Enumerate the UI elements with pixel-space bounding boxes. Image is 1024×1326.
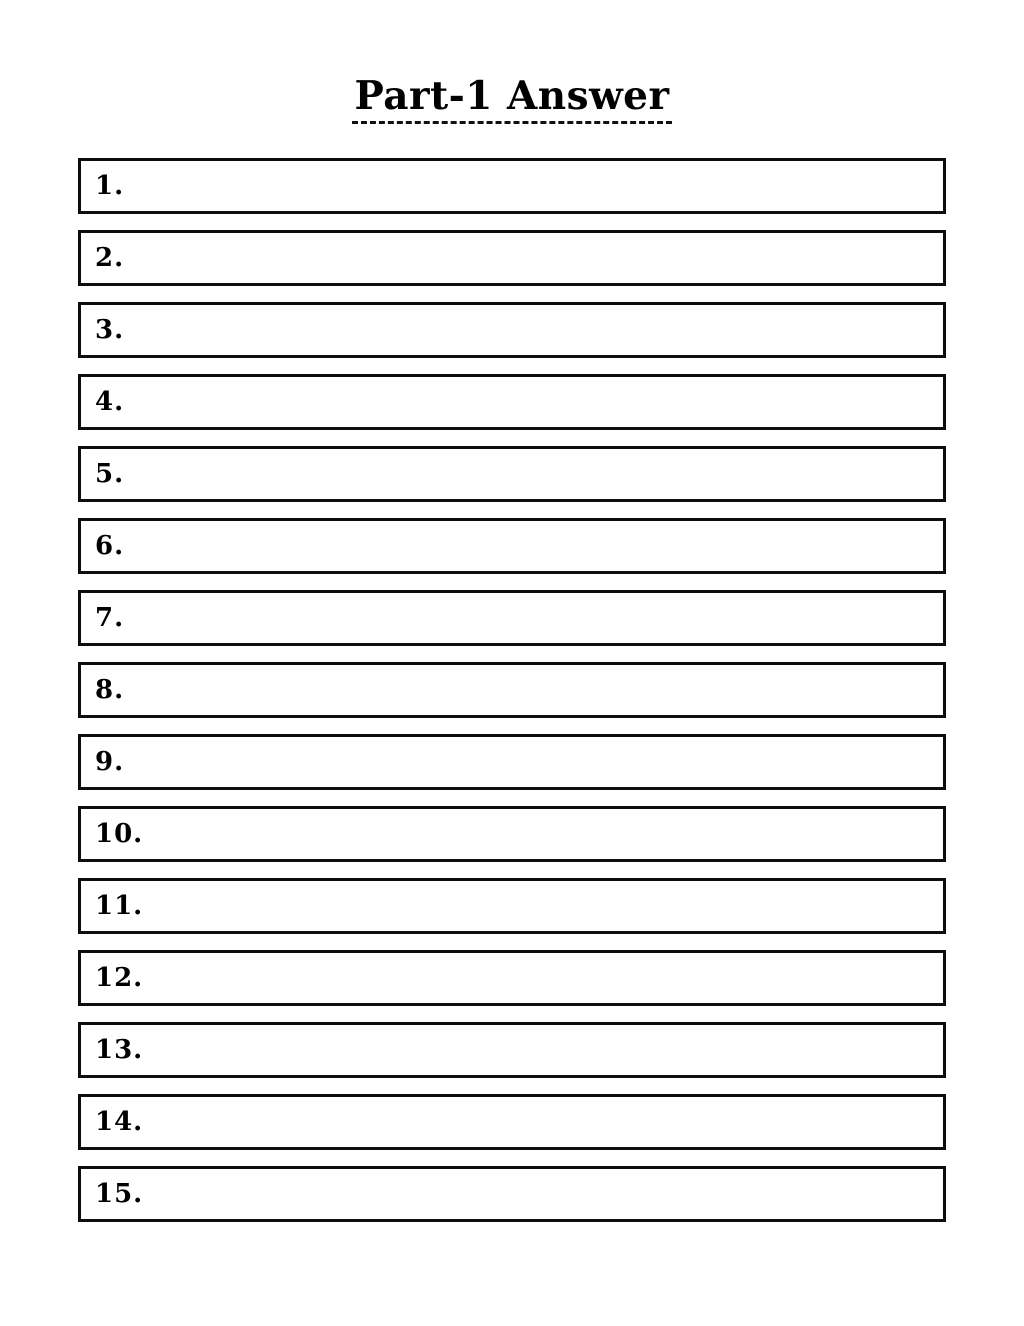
answer-row[interactable] xyxy=(78,662,946,718)
answer-row[interactable] xyxy=(78,590,946,646)
answer-number-label: 1. xyxy=(95,170,125,201)
answer-write-area[interactable] xyxy=(124,233,943,283)
answer-row[interactable] xyxy=(78,446,946,502)
answer-write-area[interactable] xyxy=(124,161,943,211)
answer-write-area[interactable] xyxy=(143,881,943,931)
answer-row[interactable] xyxy=(78,518,946,574)
answer-number-label: 6. xyxy=(95,530,125,561)
answer-row[interactable] xyxy=(78,806,946,862)
answer-list xyxy=(78,158,946,1222)
answer-row[interactable] xyxy=(78,230,946,286)
answer-number-label: 8. xyxy=(95,674,125,705)
answer-write-area[interactable] xyxy=(124,593,943,643)
answer-row[interactable] xyxy=(78,950,946,1006)
answer-write-area[interactable] xyxy=(143,1169,943,1219)
answer-write-area[interactable] xyxy=(143,1025,943,1075)
answer-number-label: 3. xyxy=(95,314,125,345)
answer-number-label: 9. xyxy=(95,746,125,777)
answer-number-label: 4. xyxy=(95,386,125,417)
answer-write-area[interactable] xyxy=(143,953,943,1003)
answer-number-label: 7. xyxy=(95,602,125,633)
answer-number-label: 5. xyxy=(95,458,125,489)
answer-row[interactable] xyxy=(78,302,946,358)
answer-write-area[interactable] xyxy=(124,665,943,715)
answer-row[interactable] xyxy=(78,1094,946,1150)
answer-row[interactable] xyxy=(78,878,946,934)
answer-write-area[interactable] xyxy=(124,737,943,787)
answer-row[interactable] xyxy=(78,158,946,214)
answer-number-label: 15. xyxy=(95,1178,144,1209)
answer-write-area[interactable] xyxy=(124,449,943,499)
answer-number-label: 13. xyxy=(95,1034,144,1065)
answer-row[interactable] xyxy=(78,1022,946,1078)
answer-row[interactable] xyxy=(78,374,946,430)
page-title: Part-1 Answer xyxy=(354,73,670,119)
title-block xyxy=(0,0,1024,124)
answer-row[interactable] xyxy=(78,1166,946,1222)
answer-row[interactable] xyxy=(78,734,946,790)
answer-write-area[interactable] xyxy=(143,1097,943,1147)
answer-number-label: 12. xyxy=(95,962,144,993)
answer-write-area[interactable] xyxy=(143,809,943,859)
answer-number-label: 2. xyxy=(95,242,125,273)
answer-number-label: 14. xyxy=(95,1106,144,1137)
answer-number-label: 10. xyxy=(95,818,144,849)
answer-write-area[interactable] xyxy=(124,305,943,355)
title-underline-rule xyxy=(352,121,672,124)
answer-number-label: 11. xyxy=(95,890,144,921)
answer-write-area[interactable] xyxy=(124,521,943,571)
answer-write-area[interactable] xyxy=(124,377,943,427)
